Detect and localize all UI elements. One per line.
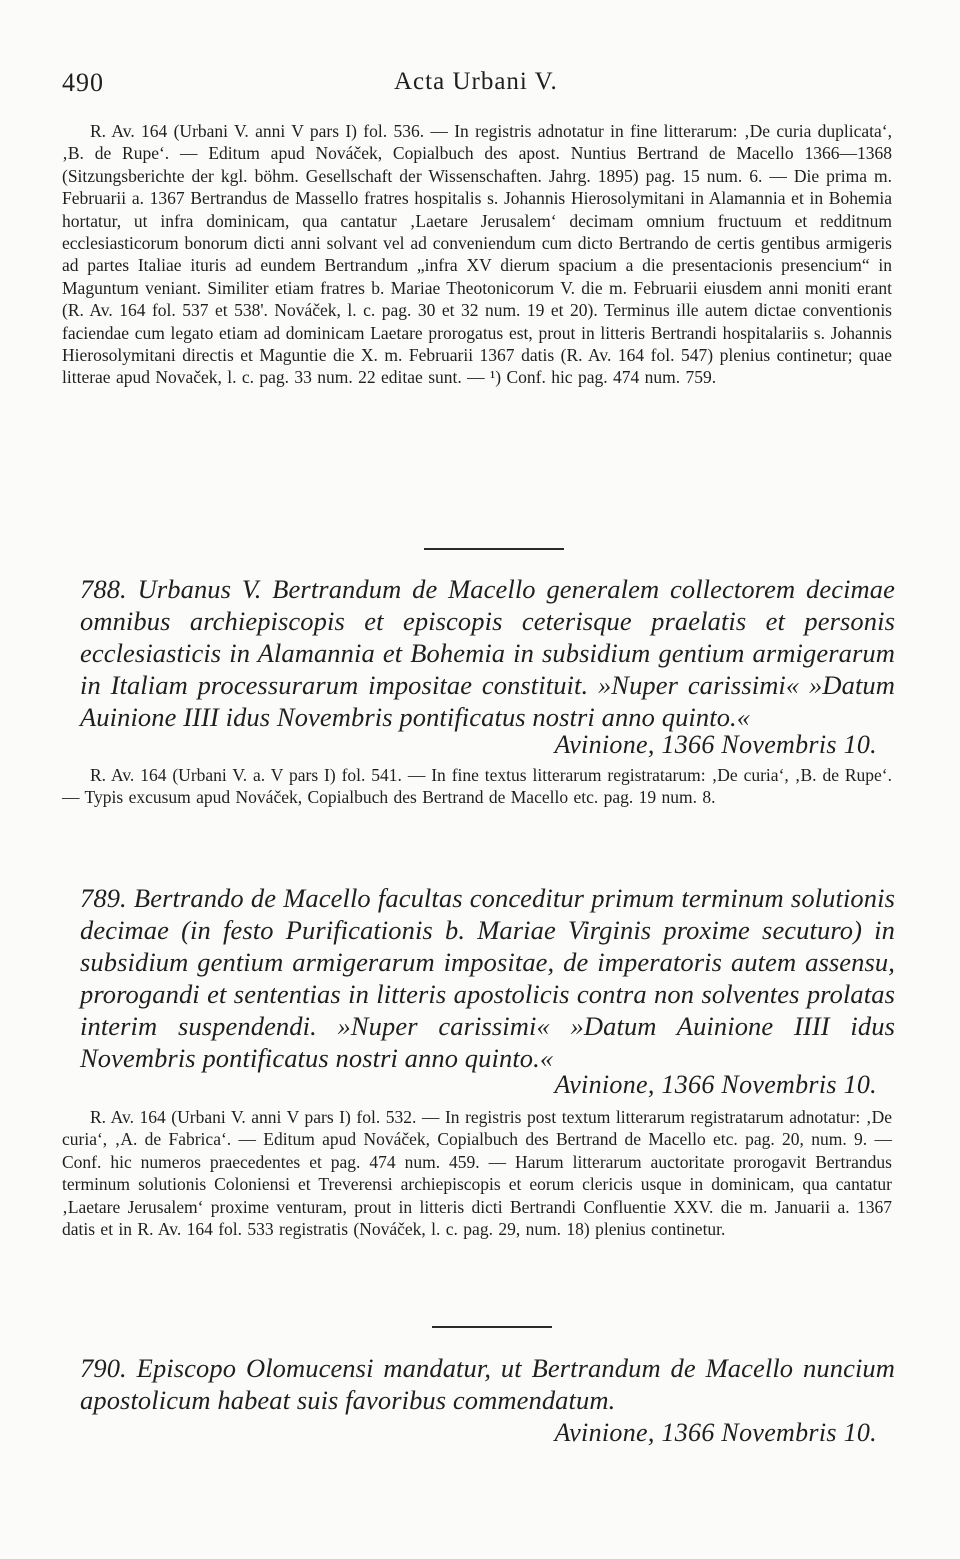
- entry-number: 788.: [80, 574, 127, 604]
- entry-summary: Bertrando de Macello facultas conceditur primum terminum solutionis decimae (in festo Purificationis b. Mariae Virginis proxime secuturo) in subsidium gentium armigerarum impositae, de imperatoris autem assensu, prorogandi et sententias in litteris apostolicis contra non solventes prolatas interim suspendendi. »Nuper carissimi« »Datum Auinione IIII idus Novembris pontificatus nostri anno quinto.«: [80, 883, 895, 1073]
- page-number: 490: [62, 68, 104, 97]
- entry-date: Avinione, 1366 Novembris 10.: [554, 730, 877, 759]
- entry-summary: Episcopo Olomucensi mandatur, ut Bertrandum de Macello nuncium apostolicum habeat suis favoribus commendatum.: [80, 1353, 895, 1415]
- entry-790: [80, 1352, 895, 1416]
- entry-789: [80, 882, 895, 1074]
- running-title: Acta Urbani V.: [394, 68, 558, 95]
- section-divider: [432, 1326, 552, 1328]
- footnote-787: R. Av. 164 (Urbani V. anni V pars I) fol. 536. — In registris adnotatur in fine litterarum: ‚De curia duplicata‘, ‚B. de Rupe‘. — Editum apud Nováček, Copialbuch des apost. Nuntius Bertrand de Macello 1366—1368 (Sitzungsberichte der kgl. böhm. Gesellschaft der Wissenschaften. Jahrg. 1895) pag. 15 num. 6. — Die prima m. Februarii a. 1367 Bertrandus de Massello fratres hospitalis s. Johannis Hierosolymitani in Alamannia et in Bohemia hortatur, ut infra dominicam, qua cantatur ‚Laetare Jerusalem‘ decimam omnium fructuum et redditnum ecclesiasticorum bonorum dicti anni solvant vel ad conveniendum cum dicto Bertrando de certis gentibus armigeris ad partes Italiae ituris ad eundem Bertrandum „infra XV dierum spacium a die presentacionis presencium“ in Maguntum veniant. Similiter etiam fratres b. Mariae Theotonicorum V. die m. Februarii eiusdem anni moniti erant (R. Av. 164 fol. 537 et 538'. Nováček, l. c. pag. 30 et 32 num. 19 et 20). Terminus ille autem dictae conventionis faciendae cum legato etiam ad dominicam Laetare prorogatus est, prout in litteris Bertrandi hospitalariis s. Johannis Hierosolymitani directis et Maguntie die X. m. Februarii 1367 datis (R. Av. 164 fol. 547) plenius continetur; quae litterae apud Novaček, l. c. pag. 33 num. 22 editae sunt. — ¹) Conf. hic pag. 474 num. 759.: [62, 121, 892, 388]
- entry-summary: Urbanus V. Bertrandum de Macello generalem collectorem decimae omnibus archiepiscopis et episcopis ceterisque praelatis et personis ecclesiasticis in Alamannia et Bohemia in subsidium gentium armigerarum in Italiam processurarum impositae constituit. »Nuper carissimi« »Datum Auinione IIII idus Novembris pontificatus nostri anno quinto.«: [80, 574, 895, 732]
- footnote-789: R. Av. 164 (Urbani V. anni V pars I) fol. 532. — In registris post textum litterarum registratarum adnotatur: ‚De curia‘, ‚A. de Fabrica‘. — Editum apud Nováček, Copialbuch des Bertrand de Macello etc. pag. 20, num. 9. — Conf. hic numeros praecedentes et pag. 474 num. 459. — Harum litterarum auctoritate prorogavit Bertrandus terminum solutionis Coloniensi et Treverensi archiepiscopis et eorum clericis usque in dominicam, qua cantatur ‚Laetare Jerusalem‘ proxime venturam, prout in litteris dicti Bertrandi Confluentie XXV. die m. Januarii a. 1367 datis et in R. Av. 164 fol. 533 registratis (Nováček, l. c. pag. 29, num. 18) plenius continetur.: [62, 1107, 892, 1240]
- entry-date: Avinione, 1366 Novembris 10.: [554, 1070, 877, 1099]
- entry-788: [80, 573, 895, 733]
- section-divider: [424, 548, 564, 550]
- footnote-788: R. Av. 164 (Urbani V. a. V pars I) fol. 541. — In fine textus litterarum registratarum: ‚De curia‘, ‚B. de Rupe‘. — Typis excusum apud Nováček, Copialbuch des Bertrand de Macello etc. pag. 19 num. 8.: [62, 765, 892, 808]
- entry-number: 789.: [80, 883, 127, 913]
- entry-date: Avinione, 1366 Novembris 10.: [554, 1418, 877, 1447]
- page-header: [62, 68, 902, 108]
- entry-number: 790.: [80, 1353, 127, 1383]
